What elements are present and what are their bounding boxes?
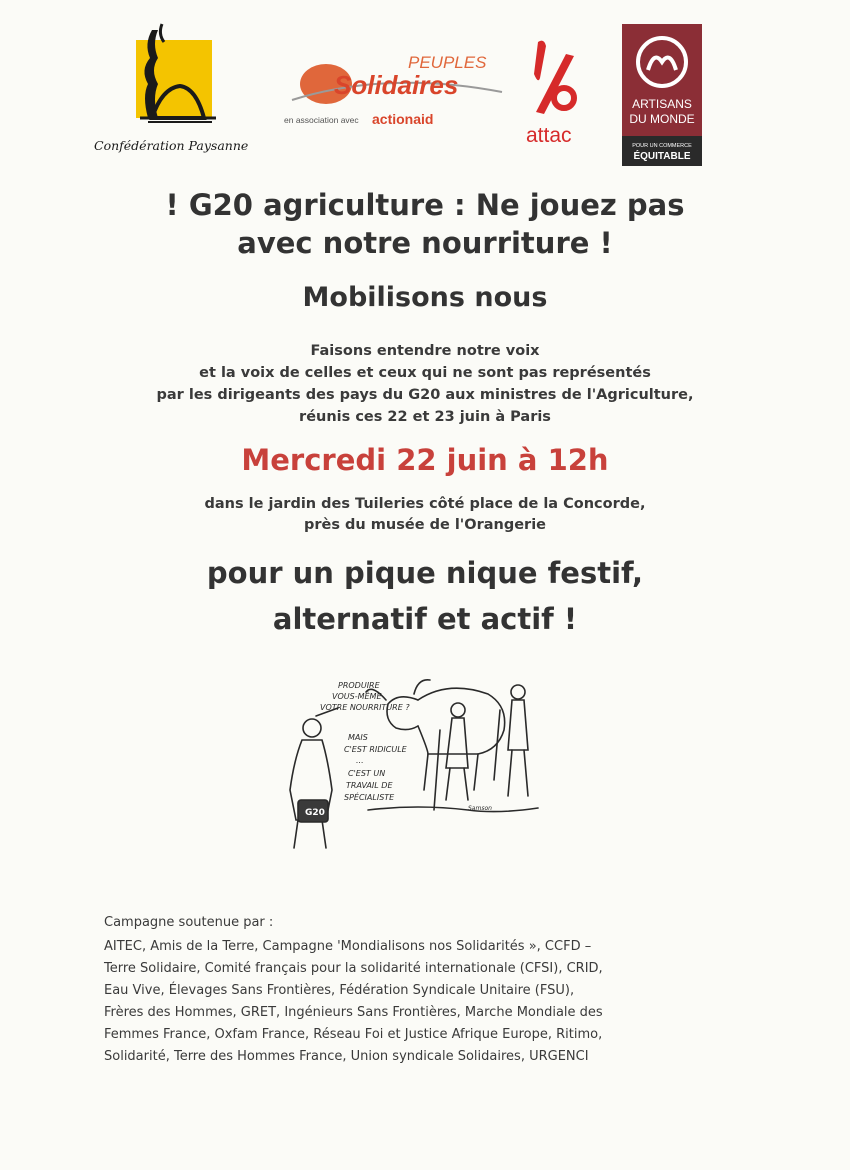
support-line: Terre Solidaire, Comité français pour la solidarité internationale (CFSI), CRID,	[104, 961, 603, 976]
adm-line2-text: DU MONDE	[629, 112, 695, 126]
headline-line-2: avec notre nourriture !	[237, 226, 613, 260]
bubble2-line3: ...	[356, 756, 364, 765]
headline	[0, 186, 850, 262]
intro-line: par les dirigeants des pays du G20 aux ministres de l'Agriculture,	[156, 387, 694, 403]
support-line: Frères des Hommes, GRET, Ingénieurs Sans Frontières, Marche Mondiale des	[104, 1005, 603, 1020]
ps-association-text: en association avec	[284, 115, 359, 125]
cp-emblem-icon	[92, 22, 262, 162]
place-line: près du musée de l'Orangerie	[304, 517, 546, 533]
mobilisons-heading: Mobilisons nous	[302, 282, 548, 313]
place-line: dans le jardin des Tuileries côté place de la Concorde,	[204, 496, 646, 512]
peuples-solidaires-swoosh-icon	[278, 48, 508, 133]
support-line: Femmes France, Oxfam France, Réseau Foi et Justice Afrique Europe, Ritimo,	[104, 1027, 603, 1042]
adm-tag-big-text: ÉQUITABLE	[633, 151, 691, 162]
bubble2-line2: C'EST RIDICULE	[344, 745, 407, 754]
attac-logo	[516, 34, 596, 149]
peuples-solidaires-logo	[278, 48, 508, 133]
support-title: Campagne soutenue par :	[104, 915, 274, 930]
bubble1-line3: VOTRE NOURRITURE ?	[320, 703, 410, 712]
bubble1-line2: VOUS-MÊME	[332, 692, 382, 701]
picnic-heading	[0, 550, 850, 642]
picnic-line-1: pour un pique nique festif,	[206, 556, 644, 590]
actionaid-text: actionaid	[372, 111, 434, 127]
intro-text	[0, 340, 850, 428]
event-date: Mercredi 22 juin à 12h	[241, 443, 609, 477]
support-line: AITEC, Amis de la Terre, Campagne 'Mondialisons nos Solidarités », CCFD –	[104, 939, 592, 954]
support-line: Eau Vive, Élevages Sans Frontières, Fédération Syndicale Unitaire (FSU),	[104, 983, 575, 998]
ps-top-text: PEUPLES	[408, 53, 487, 72]
support-list	[104, 936, 704, 1068]
bubble3-line3: SPÉCIALISTE	[344, 793, 395, 802]
bubble3-line1: C'EST UN	[348, 769, 386, 778]
intro-line: réunis ces 22 et 23 juin à Paris	[299, 409, 551, 425]
headline-line-1: ! G20 agriculture : Ne jouez pas	[165, 188, 685, 222]
cp-logo-text: Confédération Paysanne	[94, 138, 249, 153]
picnic-line-2: alternatif et actif !	[272, 602, 578, 636]
attac-text: attac	[526, 124, 572, 147]
briefcase-label: G20	[305, 808, 325, 818]
ps-main-text: Solidaires	[334, 70, 459, 100]
intro-line: Faisons entendre notre voix	[310, 343, 540, 359]
intro-line: et la voix de celles et ceux qui ne sont pas représentés	[199, 365, 651, 381]
event-place	[0, 494, 850, 536]
g20-cartoon-icon	[268, 670, 544, 855]
bubble2-line1: MAIS	[348, 733, 368, 742]
attac-percent-icon	[516, 34, 596, 149]
artisans-du-monde-logo	[622, 24, 702, 166]
cartoon-signature: Samson	[468, 805, 492, 812]
support-line: Solidarité, Terre des Hommes France, Union syndicale Solidaires, URGENCI	[104, 1049, 589, 1064]
bubble1-line1: PRODUIRE	[338, 681, 380, 690]
cartoon-illustration	[268, 670, 544, 855]
adm-line1-text: ARTISANS	[632, 97, 692, 111]
confederation-paysanne-logo	[92, 22, 262, 162]
adm-tag-small-text: POUR UN COMMERCE	[632, 143, 692, 149]
bubble3-line2: TRAVAIL DE	[346, 781, 393, 790]
artisans-du-monde-badge-icon	[622, 24, 702, 166]
